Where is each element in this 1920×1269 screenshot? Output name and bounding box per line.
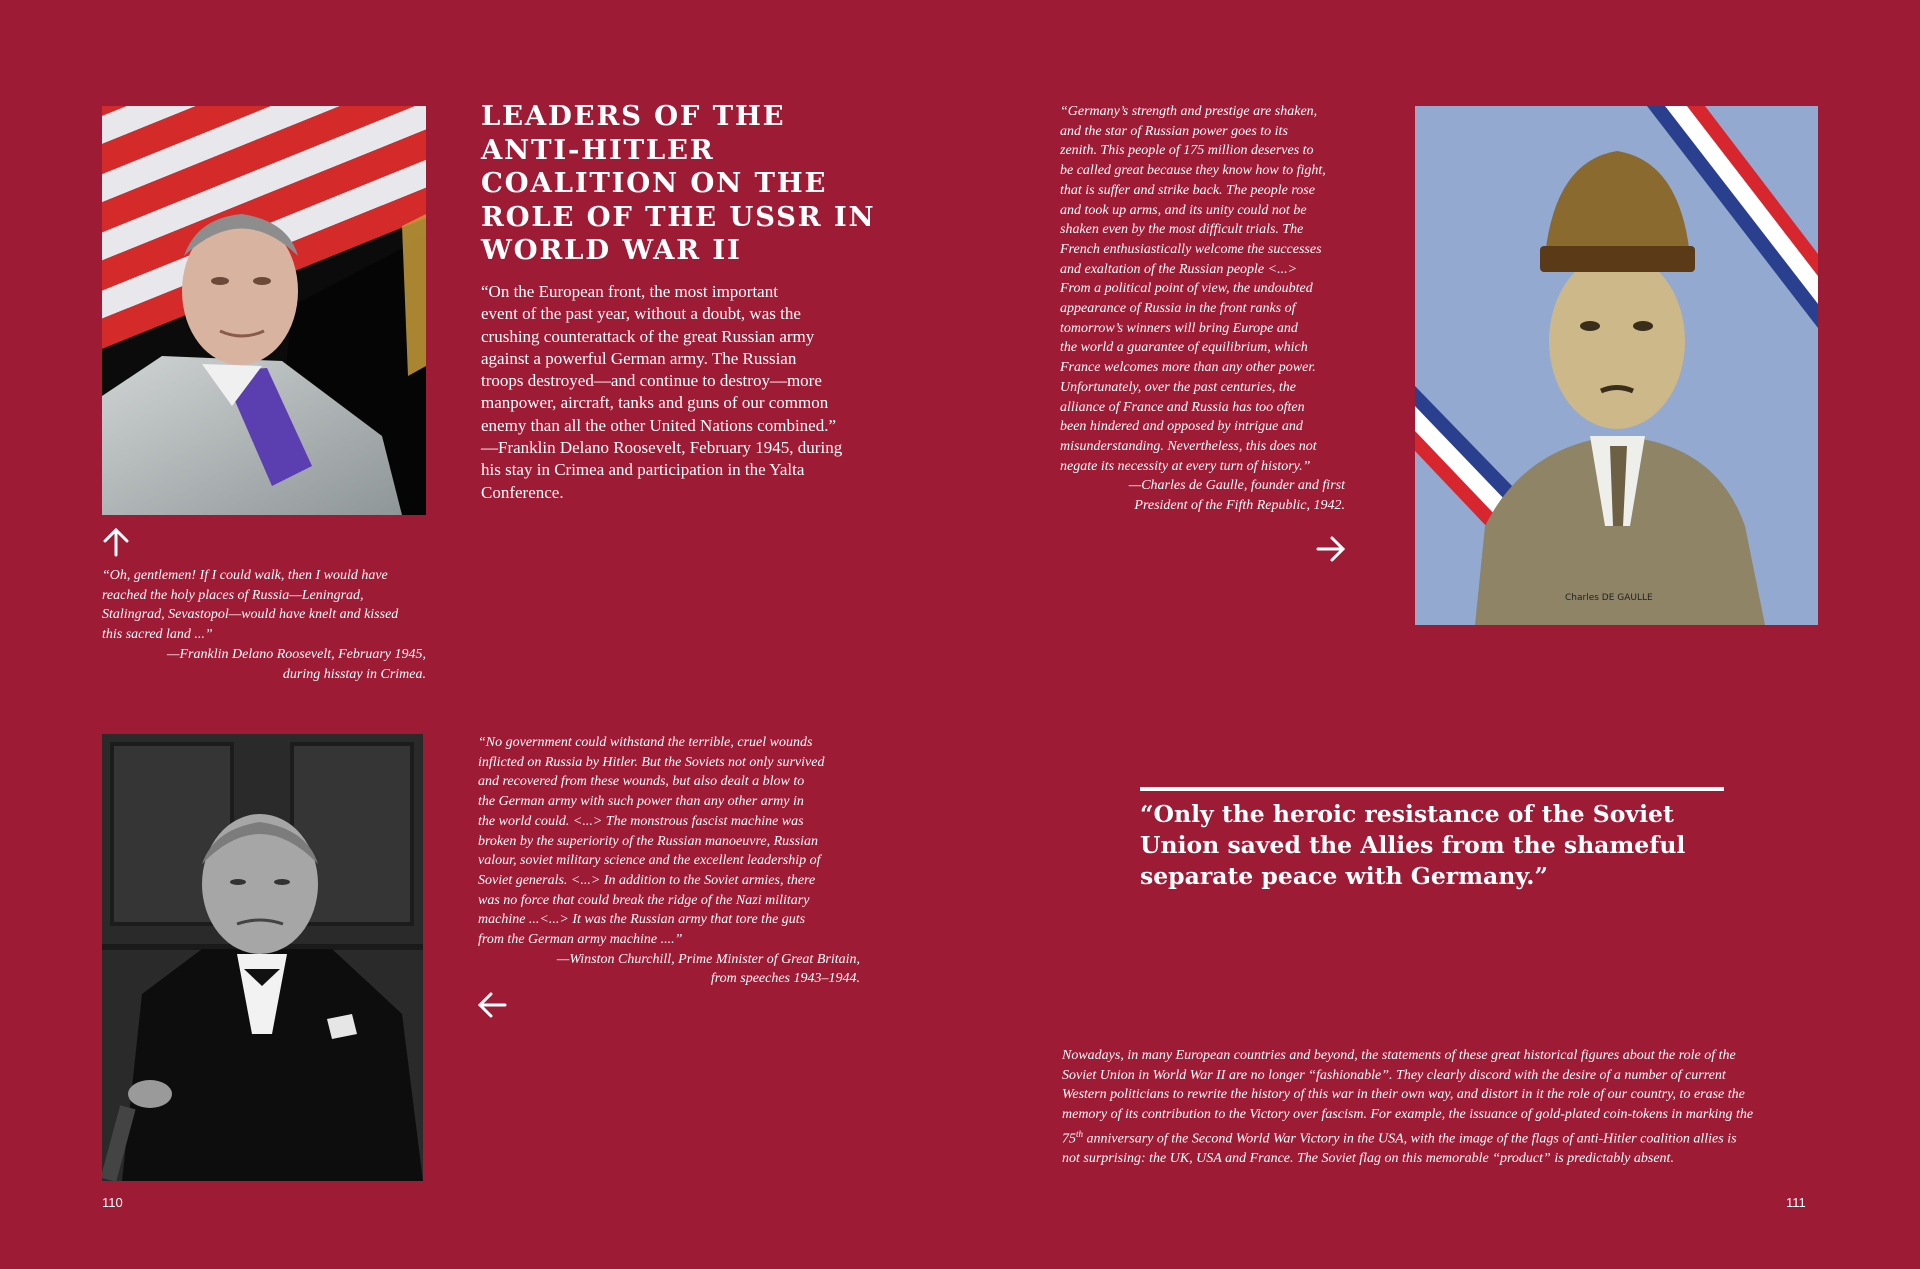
roosevelt-knelt-attribution: —Franklin Delano Roosevelt, February 1945, xyxy=(167,646,426,662)
churchill-quote: “No government could withstand the terrible, cruel wounds inflicted on Russia by Hitler. But the Soviets not only survived and recovered from these wounds, but also dealt a blow to the German army with such power than any other army in the world could. <...> The monstrous fascist machine was broken by the superiority of the Russian manoeuvre, Russian valour, soviet military science and the excellent leadership of Soviet generals. <...> In addition to the Soviet armies, there was no force that could break the ridge of the Nazi military machine ...<...> It was the Russian army that tore the guts from the German army machine ....” —Winston Churchill, Prime Minister of Great Britain, from speeches 1943–1944. xyxy=(478,735,860,987)
closing-paragraph: Nowadays, in many European countries and beyond, the statements of these great historical figures about the role of the Soviet Union in World War II are no longer “fashionable”. They clearly discord with the desire of a number of current Western politicians to rewrite the history of this war in their own way, and distort in it the role of our country, to erase the memory of its contribution to the Victory over fascism. For example, the issuance of gold-plated coin-tokens in marking the 75th anniversary of the Second World War Victory in the USA, with the image of the flags of anti-Hitler coalition allies is not surprising: the UK, USA and France. The Soviet flag on this memorable “product” is predictably absent. xyxy=(1062,1048,1754,1167)
page-number-left: 110 xyxy=(102,1195,123,1210)
churchill-attribution: —Winston Churchill, Prime Minister of Great Britain, xyxy=(556,951,860,967)
pull-quote: “Only the heroic resistance of the Soviet Union saved the Allies from the shameful separate peace with Germany.” xyxy=(1140,800,1686,890)
roosevelt-main-quote: “On the European front, the most important event of the past year, without a doubt, was the crushing counterattack of the great Russian army against a powerful German army. The Russian troops destroyed—and continue to destroy—more manpower, aircraft, tanks and guns of our common enemy than all the other United Nations combined.” —Franklin Delano Roosevelt, February 1945, during his stay in Crimea and participation in the Yalta Conference. xyxy=(481,282,843,502)
arrow-left-icon xyxy=(476,988,510,1022)
portrait-caption: Charles DE GAULLE xyxy=(1565,593,1653,603)
pull-quote-rule xyxy=(1140,787,1724,791)
roosevelt-knelt-quote: “Oh, gentlemen! If I could walk, then I would have reached the holy places of Russia—Leningrad, Stalingrad, Sevastopol—would have knelt and kissed this sacred land ...” —Franklin Delano Roosevelt, February 1945, during hisstay in Crimea. xyxy=(102,568,426,682)
arrow-right-icon xyxy=(1313,532,1347,566)
page-number-right: 111 xyxy=(1786,1195,1806,1210)
degaulle-portrait xyxy=(1415,106,1818,625)
degaulle-quote: “Germany’s strength and prestige are shaken, and the star of Russian power goes to its zenith. This people of 175 million deserves to be called great because they know how to fight, that is suffer and strike back. The people rose and took up arms, and its unity could not be shaken even by the most difficult trials. The French enthusiastically welcome the successes and exaltation of the Russian people <...> From a political point of view, the undoubted appearance of Russia in the front ranks of tomorrow’s winners will bring Europe and the world a guarantee of equilibrium, which France welcomes more than any other power. Unfortunately, over the past centuries, the alliance of France and Russia has too often been hindered and opposed by intrigue and misunderstanding. Nevertheless, this does not negate its necessity at every turn of history.” —Charles de Gaulle, founder and first President of the Fifth Republic, 1942. xyxy=(1060,104,1345,514)
page-title: LEADERS OF THE ANTI-HITLER COALITION ON THE ROLE OF THE USSR IN WORLD WAR II xyxy=(481,100,876,266)
arrow-up-icon xyxy=(99,525,133,559)
churchill-photo xyxy=(102,734,423,1181)
roosevelt-photo xyxy=(102,106,426,515)
degaulle-attribution: —Charles de Gaulle, founder and first xyxy=(1128,478,1345,494)
